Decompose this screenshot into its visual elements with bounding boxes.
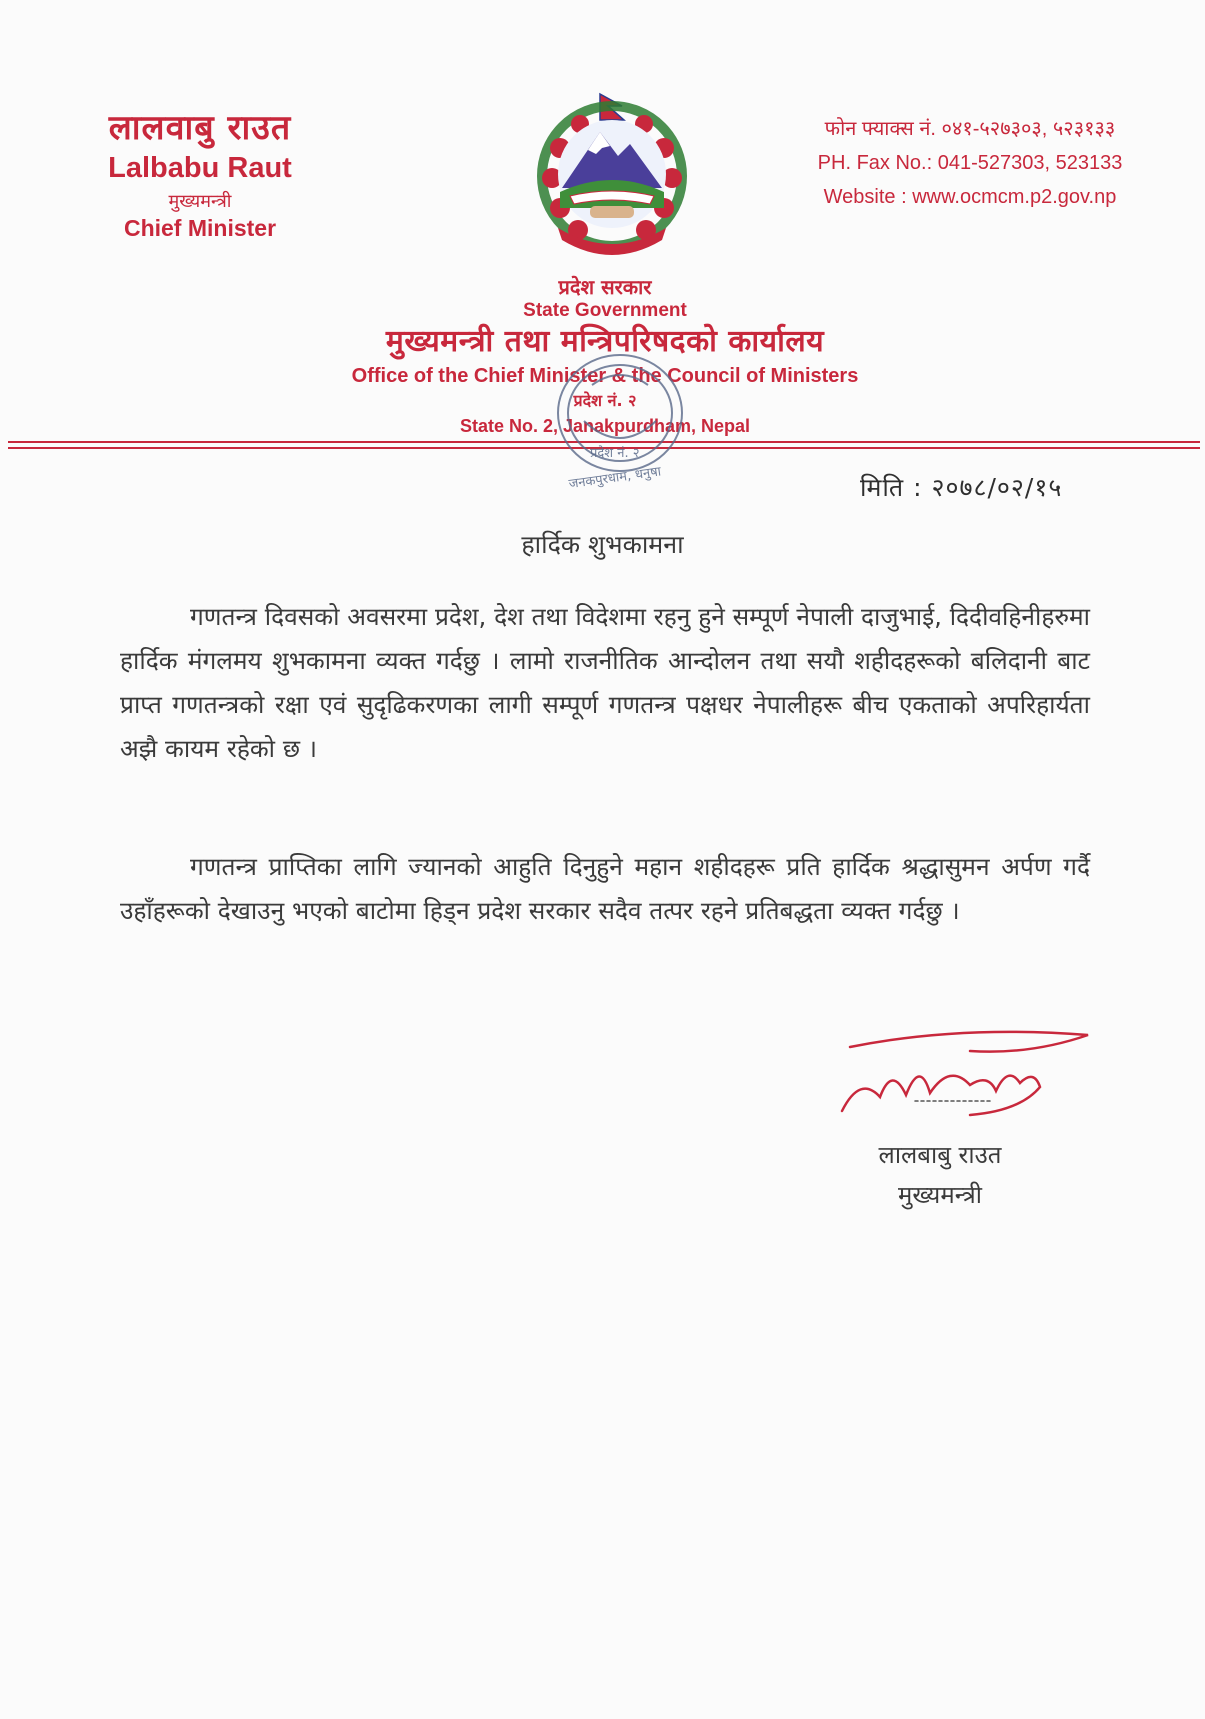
nepal-emblem-icon — [530, 88, 695, 263]
letter-paragraph-1 — [120, 595, 1090, 771]
svg-text:प्रदेश नं. २: प्रदेश नं. २ — [590, 446, 640, 461]
sender-name-en: Lalbabu Raut — [108, 152, 292, 184]
signature-icon — [820, 1025, 1120, 1135]
phone-fax-en: PH. Fax No.: 041-527303, 523133 — [817, 152, 1123, 174]
signoff-block — [840, 1135, 1040, 1215]
website-text: Website : www.ocmcm.p2.gov.np — [823, 186, 1117, 208]
letter-paragraph-2 — [120, 845, 1090, 933]
svg-text:जनकपुरधाम, धनुषा: जनकपुरधाम, धनुषा — [567, 464, 663, 493]
paragraph-1-text: गणतन्त्र दिवसको अवसरमा प्रदेश, देश तथा विदेशमा रहनु हुने सम्पूर्ण नेपाली दाजुभाई, दिदीवहिनीहरुमा हार्दिक मंगलमय शुभकामना व्यक्त गर्दछु । लामो राजनीतिक आन्दोलन तथा सयौ शहीदहरूको बलिदानी बाट प्राप्त गणतन्त्रको रक्षा एवं सुदृढिकरणका लागी सम्पूर्ण गणतन्त्र पक्षधर नेपालीहरू बीच एकताको अपरिहार्यता अझै कायम रहेको छ । — [120, 602, 1090, 763]
state-government-np: प्रदेश सरकार — [558, 275, 652, 299]
signoff-name: लालबाबु राउत — [878, 1141, 1002, 1169]
office-name-np: मुख्यमन्त्री तथा मन्त्रिपरिषदको कार्यालय — [385, 324, 825, 359]
state-government-en: State Government — [523, 300, 687, 321]
paragraph-2-text: गणतन्त्र प्राप्तिका लागि ज्यानको आहुति दिनुहुने महान शहीदहरू प्रति हार्दिक श्रद्धासुमन अर्पण गर्दै उहाँहरूको देखाउनु भएको बाटोमा हिड्न प्रदेश सरकार सदैव तत्पर रहने प्रतिबद्धता व्यक्त गर्दछु । — [120, 852, 1090, 925]
phone-fax-np: फोन फ्याक्स नं. ०४१-५२७३०३, ५२३१३३ — [824, 118, 1116, 140]
signoff-title: मुख्यमन्त्री — [898, 1181, 982, 1209]
letter-subject: हार्दिक शुभकामना — [521, 530, 684, 559]
office-name-en: Office of the Chief Minister & the Council of Ministers — [351, 365, 859, 387]
contact-block — [770, 112, 1170, 214]
sender-title-en: Chief Minister — [123, 215, 277, 241]
office-stamp-icon — [520, 325, 720, 525]
sender-block — [70, 108, 330, 242]
sender-title-np: मुख्यमन्त्री — [168, 191, 232, 212]
letter-date: मिति : २०७८/०२/१५ — [860, 473, 1063, 502]
province-np: प्रदेश नं. २ — [573, 391, 637, 410]
province-en: State No. 2, Janakpurdham, Nepal — [459, 416, 751, 436]
sender-name-np: लालवाबु राउत — [108, 108, 292, 148]
